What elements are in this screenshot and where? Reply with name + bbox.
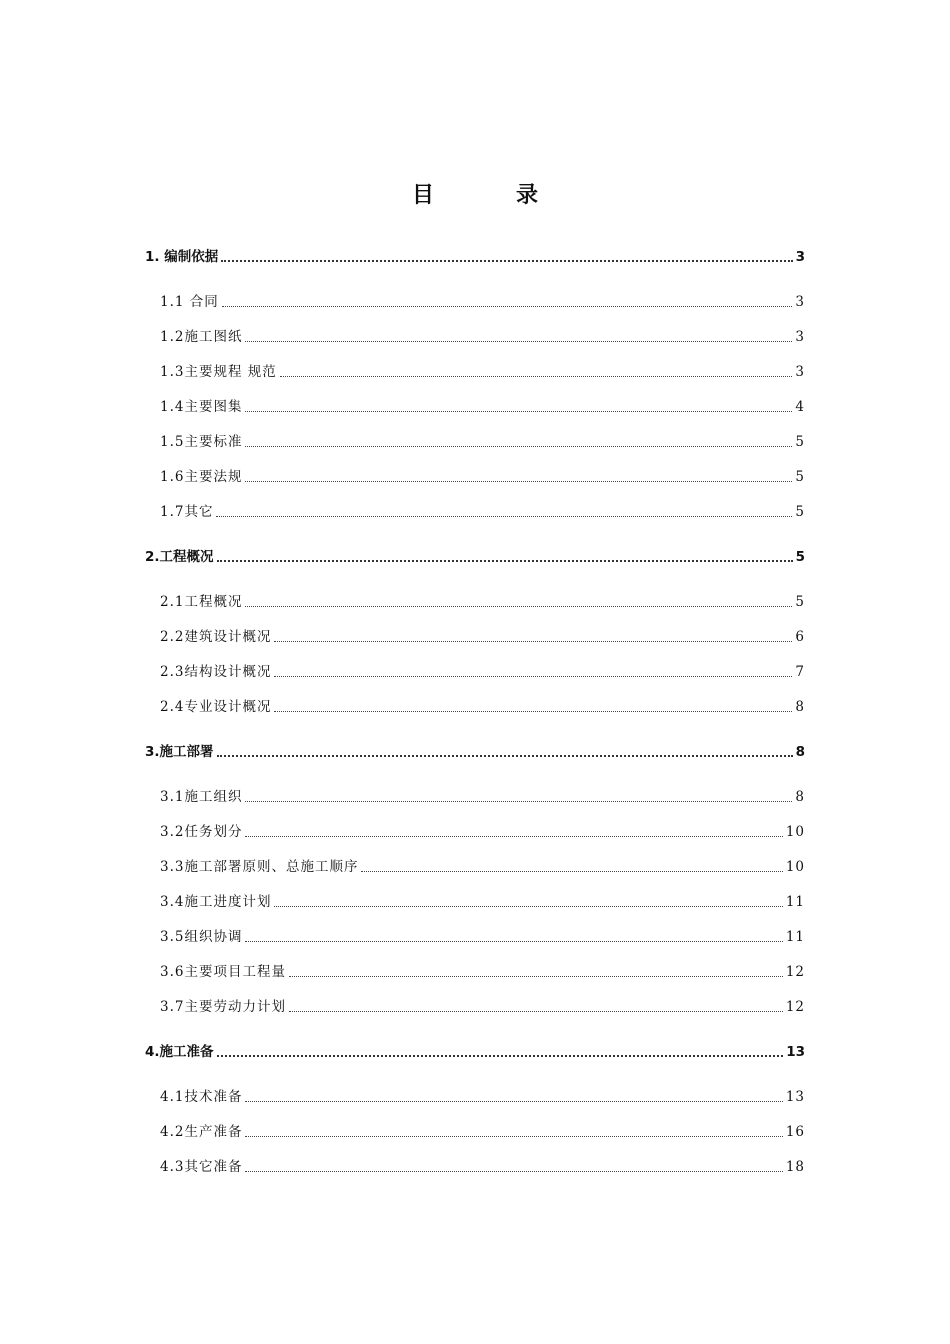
toc-page-number: 7 <box>795 664 805 680</box>
toc-entry-label: 2.1工程概况 <box>160 594 243 610</box>
toc-page-number: 10 <box>785 824 805 840</box>
toc-entry-label: 3.3施工部署原则、总施工顺序 <box>160 859 359 875</box>
toc-section-entry[interactable] <box>160 1155 805 1177</box>
toc-dot-leader <box>289 975 783 977</box>
toc-page-number: 5 <box>795 504 805 520</box>
toc-dot-leader <box>245 835 782 837</box>
toc-page-number: 3 <box>795 249 805 265</box>
toc-page-number: 5 <box>795 594 805 610</box>
toc-page-number: 5 <box>795 434 805 450</box>
toc-entry-label: 3.施工部署 <box>145 744 214 760</box>
toc-dot-leader <box>216 515 792 517</box>
toc-page-number: 6 <box>795 629 805 645</box>
toc-section-entry[interactable] <box>160 290 805 312</box>
toc-section-entry[interactable] <box>160 395 805 417</box>
toc-section-entry[interactable] <box>160 660 805 682</box>
toc-entry-label: 1.3主要规程 规范 <box>160 364 277 380</box>
toc-dot-leader <box>222 305 793 307</box>
toc-page-number: 3 <box>795 294 805 310</box>
toc-page-number: 8 <box>795 744 805 760</box>
toc-page-number: 13 <box>785 1089 805 1105</box>
toc-dot-leader <box>217 559 793 562</box>
toc-chapter-entry[interactable] <box>145 245 805 267</box>
toc-section-entry[interactable] <box>160 820 805 842</box>
toc-page-number: 11 <box>785 894 805 910</box>
toc-page-number: 10 <box>785 859 805 875</box>
toc-dot-leader <box>361 870 782 872</box>
toc-entry-label: 4.施工准备 <box>145 1044 214 1060</box>
toc-dot-leader <box>245 940 782 942</box>
toc-section-entry[interactable] <box>160 695 805 717</box>
toc-section-entry[interactable] <box>160 325 805 347</box>
toc-chapter-entry[interactable] <box>145 740 805 762</box>
toc-entry-label: 4.3其它准备 <box>160 1159 243 1175</box>
toc-dot-leader <box>274 640 792 642</box>
toc-dot-leader <box>289 1010 783 1012</box>
toc-page-number: 12 <box>785 964 805 980</box>
toc-dot-leader <box>280 375 793 377</box>
toc-dot-leader <box>221 259 792 262</box>
toc-entry-label: 1.1 合同 <box>160 294 219 310</box>
toc-entry-label: 1.5主要标准 <box>160 434 243 450</box>
toc-section-entry[interactable] <box>160 500 805 522</box>
toc-page-number: 5 <box>795 469 805 485</box>
toc-dot-leader <box>217 754 793 757</box>
toc-dot-leader <box>245 1100 782 1102</box>
toc-page-number: 8 <box>795 789 805 805</box>
toc-section-entry[interactable] <box>160 960 805 982</box>
toc-section-entry[interactable] <box>160 890 805 912</box>
toc-entry-label: 3.1施工组织 <box>160 789 243 805</box>
toc-dot-leader <box>245 1135 782 1137</box>
toc-dot-leader <box>245 445 792 447</box>
toc-page-number: 11 <box>785 929 805 945</box>
toc-entry-label: 1.7其它 <box>160 504 214 520</box>
toc-dot-leader <box>274 710 792 712</box>
toc-dot-leader <box>245 1170 782 1172</box>
toc-entry-label: 2.3结构设计概况 <box>160 664 272 680</box>
toc-page-number: 12 <box>785 999 805 1015</box>
toc-dot-leader <box>245 800 792 802</box>
toc-entry-label: 3.2任务划分 <box>160 824 243 840</box>
toc-page-number: 16 <box>785 1124 805 1140</box>
toc-title: 目 录 <box>411 183 568 208</box>
toc-section-entry[interactable] <box>160 925 805 947</box>
toc-dot-leader <box>245 480 792 482</box>
toc-dot-leader <box>245 605 792 607</box>
toc-dot-leader <box>245 340 792 342</box>
toc-entry-label: 1.2施工图纸 <box>160 329 243 345</box>
toc-page-number: 18 <box>785 1159 805 1175</box>
toc-entry-label: 4.2生产准备 <box>160 1124 243 1140</box>
toc-chapter-entry[interactable] <box>145 545 805 567</box>
toc-section-entry[interactable] <box>160 1085 805 1107</box>
toc-entry-label: 2.2建筑设计概况 <box>160 629 272 645</box>
toc-entry-label: 1.6主要法规 <box>160 469 243 485</box>
toc-chapter-entry[interactable] <box>145 1040 805 1062</box>
toc-entry-label: 3.4施工进度计划 <box>160 894 272 910</box>
toc-page-number: 8 <box>795 699 805 715</box>
toc-entry-label: 4.1技术准备 <box>160 1089 243 1105</box>
toc-page-number: 13 <box>786 1044 805 1060</box>
toc-page-number: 4 <box>795 399 805 415</box>
toc-entry-label: 2.4专业设计概况 <box>160 699 272 715</box>
toc-page-number: 3 <box>795 364 805 380</box>
toc-entry-label: 1. 编制依据 <box>145 249 219 265</box>
toc-page-number: 3 <box>795 329 805 345</box>
toc-entry-label: 2.工程概况 <box>145 549 214 565</box>
toc-entry-label: 3.5组织协调 <box>160 929 243 945</box>
toc-entry-label: 3.6主要项目工程量 <box>160 964 286 980</box>
toc-entry-label: 3.7主要劳动力计划 <box>160 999 286 1015</box>
toc-dot-leader <box>217 1054 784 1057</box>
toc-section-entry[interactable] <box>160 360 805 382</box>
toc-section-entry[interactable] <box>160 465 805 487</box>
toc-dot-leader <box>274 675 792 677</box>
toc-section-entry[interactable] <box>160 1120 805 1142</box>
toc-entry-label: 1.4主要图集 <box>160 399 243 415</box>
toc-section-entry[interactable] <box>160 995 805 1017</box>
toc-dot-leader <box>245 410 792 412</box>
toc-section-entry[interactable] <box>160 430 805 452</box>
toc-dot-leader <box>274 905 782 907</box>
toc-section-entry[interactable] <box>160 855 805 877</box>
toc-section-entry[interactable] <box>160 590 805 612</box>
toc-section-entry[interactable] <box>160 625 805 647</box>
toc-section-entry[interactable] <box>160 785 805 807</box>
toc-page-number: 5 <box>795 549 805 565</box>
